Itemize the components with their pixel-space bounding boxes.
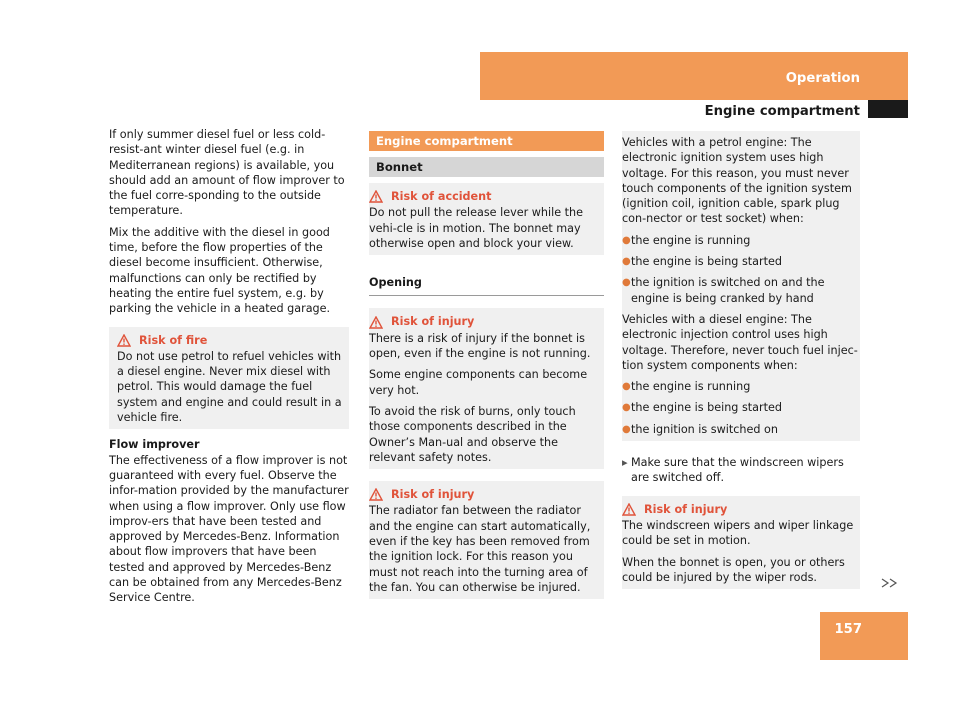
paragraph-petrol: Vehicles with a petrol engine: The electronic ignition system uses high voltage. For this reason, you must never touch components of the ignition system (ignition coil, ignition cable, spark plug con-nector or test socket) when: <box>622 136 852 226</box>
warning-text: When the bonnet is open, you or others could be injured by the wiper rods. <box>622 555 845 584</box>
bullet-icon: ● <box>622 256 631 268</box>
warning-text: There is a risk of injury if the bonnet is open, even if the engine is not running. <box>369 331 591 361</box>
warning-triangle-icon <box>369 488 383 501</box>
column-right <box>622 131 860 589</box>
bullet-icon: ● <box>622 402 631 414</box>
list-petrol <box>622 233 858 306</box>
section-title: Operation <box>785 71 860 86</box>
warning-text: The radiator fan between the radiator and the engine can start automatically, even if the key has been removed from the ignition lock. For this reason you must not reach into the turning area of the fan. You can otherwise be injured. <box>369 504 591 594</box>
heading-flow-improver: Flow improver <box>109 438 200 452</box>
warning-text: To avoid the risk of burns, only touch those components described in the Owner’s Man-ual and observe the relevant safety notes. <box>369 404 576 464</box>
bullet-icon: ● <box>622 277 631 289</box>
warning-text: Do not use petrol to refuel vehicles with a diesel engine. Never mix diesel with petrol. This would damage the fuel system and engine and could result in a vehicle fire. <box>117 349 342 425</box>
page-number: 157 <box>834 622 862 637</box>
warning-heading <box>369 487 600 502</box>
paragraph-diesel: Vehicles with a diesel engine: The electronic injection control uses high voltage. Therefore, never touch fuel injec-tion system components when: <box>622 312 858 372</box>
warning-triangle-icon <box>117 334 131 347</box>
column-middle <box>369 131 604 599</box>
list-item: ● the ignition is switched on <box>622 422 778 436</box>
warning-title: Risk of accident <box>391 190 492 203</box>
warning-box-accident <box>369 183 604 255</box>
subsection-heading-bonnet: Bonnet <box>369 157 604 177</box>
paragraph: If only summer diesel fuel or less cold-resist-ant winter diesel fuel (e.g. in Mediterranean regions) is available, you should add an amount of flow improver to the fuel corre-sponding to the outside temperature. <box>109 128 345 218</box>
list-item: ● the engine is being started <box>622 255 783 269</box>
warning-title: Risk of injury <box>391 488 475 502</box>
section-heading-engine-compartment: Engine compartment <box>369 131 604 151</box>
column-left <box>109 127 349 612</box>
list-diesel <box>622 379 858 437</box>
bullet-icon: ● <box>622 234 631 246</box>
warning-heading <box>369 189 600 204</box>
paragraph: Mix the additive with the diesel in good time, before the flow properties of the diesel become insufficient. Otherwise, malfunctions can only be rectified by heating the entire fuel system, e.g. by parking the vehicle in a heated garage. <box>109 225 331 316</box>
warning-box-fire <box>109 327 349 430</box>
instruction-step <box>622 455 860 486</box>
warning-heading <box>369 314 600 329</box>
section-header-bar <box>480 52 908 100</box>
bullet-icon: ● <box>622 423 631 435</box>
list-item: ● the engine is running <box>622 233 751 247</box>
warning-title: Risk of injury <box>644 502 728 516</box>
list-item: ● the engine is running <box>622 380 751 394</box>
thumb-tab-marker <box>868 100 908 118</box>
warning-heading <box>622 502 858 517</box>
paragraph: The effectiveness of a flow improver is not guaranteed with every fuel. Observe the infor-mation provided by the manufacturer when using a flow improver. Only use flow improv-ers that have been tested and approved by Mercedes-Benz. Information about flow improvers that have been tested and approved by Mercedes-Benz can be obtained from any Mercedes-Benz Service Centre. <box>109 453 349 605</box>
warning-title: Risk of fire <box>139 333 208 347</box>
heading-opening: Opening <box>369 275 604 296</box>
warning-text: Some engine components can become very hot. <box>369 368 588 397</box>
step-text: Make sure that the windscreen wipers are switched off. <box>631 456 844 485</box>
warning-text: The windscreen wipers and wiper linkage could be set in motion. <box>622 518 854 548</box>
warning-title: Risk of injury <box>391 315 475 329</box>
continue-arrows-icon <box>880 578 902 588</box>
warning-box-injury-wipers <box>622 496 860 589</box>
page-number-box <box>820 612 908 660</box>
warning-triangle-icon <box>369 190 383 203</box>
warning-triangle-icon <box>622 503 636 516</box>
bullet-icon: ● <box>622 381 631 393</box>
page-title: Engine compartment <box>704 104 860 119</box>
list-item: ● the ignition is switched on and the engine is being cranked by hand <box>622 276 825 305</box>
warning-box-high-voltage <box>622 131 860 441</box>
warning-triangle-icon <box>369 316 383 329</box>
step-marker-icon: ▸ <box>622 456 628 470</box>
list-item: ● the engine is being started <box>622 401 783 415</box>
warning-text: Do not pull the release lever while the vehi-cle is in motion. The bonnet may otherwise open and block your view. <box>369 206 584 250</box>
warning-heading <box>117 333 343 348</box>
warning-box-injury-bonnet <box>369 308 604 469</box>
warning-box-injury-fan <box>369 481 604 599</box>
